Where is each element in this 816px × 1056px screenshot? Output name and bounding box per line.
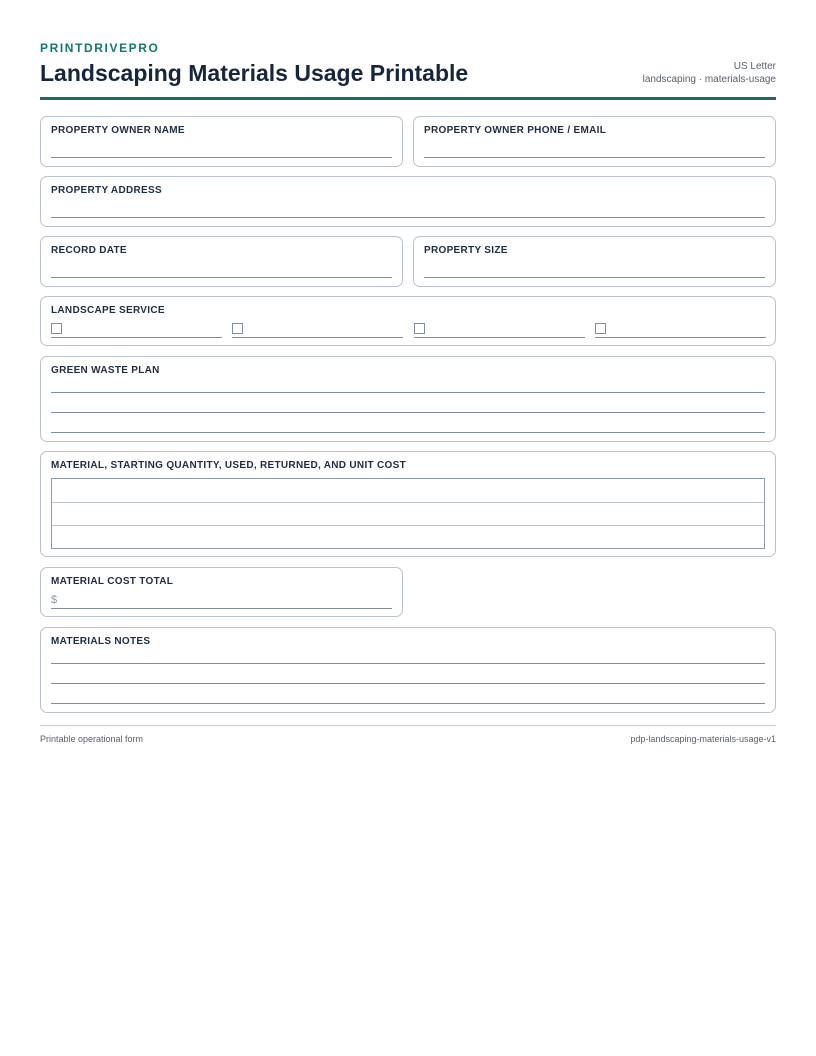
property-size-label: PROPERTY SIZE bbox=[424, 245, 508, 256]
green-waste-plan-field[interactable] bbox=[40, 356, 776, 442]
grid-row-divider bbox=[52, 502, 764, 503]
owner-contact-field[interactable] bbox=[413, 116, 776, 167]
address-label: PROPERTY ADDRESS bbox=[51, 185, 162, 196]
form-id: pdp-landscaping-materials-usage-v1 bbox=[630, 734, 776, 744]
form-tags: landscaping · materials-usage bbox=[642, 74, 776, 85]
cost-total-write-line[interactable] bbox=[51, 608, 392, 609]
green-waste-plan-label: GREEN WASTE PLAN bbox=[51, 365, 160, 376]
option-write-line[interactable] bbox=[232, 337, 403, 338]
checkbox[interactable] bbox=[414, 323, 425, 334]
owner-contact-write-line[interactable] bbox=[424, 157, 765, 158]
checkbox[interactable] bbox=[595, 323, 606, 334]
paper-size: US Letter bbox=[733, 61, 776, 72]
write-line[interactable] bbox=[51, 683, 765, 684]
option-write-line[interactable] bbox=[595, 337, 766, 338]
service-option-2[interactable] bbox=[232, 323, 403, 337]
write-line[interactable] bbox=[51, 703, 765, 704]
service-option-3[interactable] bbox=[414, 323, 585, 337]
service-option-1[interactable] bbox=[51, 323, 222, 337]
footer-note: Printable operational form bbox=[40, 734, 144, 744]
materials-table-label: MATERIAL, STARTING QUANTITY, USED, RETURNED, AND UNIT COST bbox=[51, 460, 406, 471]
footer-divider bbox=[40, 725, 776, 726]
owner-contact-label: PROPERTY OWNER PHONE / EMAIL bbox=[424, 125, 607, 136]
write-line[interactable] bbox=[51, 432, 765, 433]
write-line[interactable] bbox=[51, 663, 765, 664]
record-date-field[interactable] bbox=[40, 236, 403, 287]
owner-name-label: PROPERTY OWNER NAME bbox=[51, 125, 185, 136]
checkbox[interactable] bbox=[232, 323, 243, 334]
currency-symbol: $ bbox=[51, 594, 58, 606]
address-field[interactable] bbox=[40, 176, 776, 227]
landscape-service-label: LANDSCAPE SERVICE bbox=[51, 305, 165, 316]
materials-grid[interactable] bbox=[51, 478, 765, 549]
checkbox[interactable] bbox=[51, 323, 62, 334]
materials-table-field bbox=[40, 451, 776, 557]
owner-name-field[interactable] bbox=[40, 116, 403, 167]
page-title: Landscaping Materials Usage Printable bbox=[40, 60, 469, 86]
cost-total-label: MATERIAL COST TOTAL bbox=[51, 576, 174, 587]
write-line[interactable] bbox=[51, 392, 765, 393]
materials-notes-field[interactable] bbox=[40, 627, 776, 713]
cost-total-field[interactable] bbox=[40, 567, 403, 617]
landscape-service-field bbox=[40, 296, 776, 346]
property-size-field[interactable] bbox=[413, 236, 776, 287]
write-line[interactable] bbox=[51, 412, 765, 413]
owner-name-write-line[interactable] bbox=[51, 157, 392, 158]
record-date-write-line[interactable] bbox=[51, 277, 392, 278]
property-size-write-line[interactable] bbox=[424, 277, 765, 278]
option-write-line[interactable] bbox=[414, 337, 585, 338]
option-write-line[interactable] bbox=[51, 337, 222, 338]
materials-notes-label: MATERIALS NOTES bbox=[51, 636, 151, 647]
record-date-label: RECORD DATE bbox=[51, 245, 127, 256]
header-divider bbox=[40, 97, 776, 100]
grid-row-divider bbox=[52, 525, 764, 526]
page-meta bbox=[643, 60, 776, 86]
service-option-4[interactable] bbox=[595, 323, 766, 337]
brand-name: PRINTDRIVEPRO bbox=[40, 41, 160, 55]
address-write-line[interactable] bbox=[51, 217, 765, 218]
